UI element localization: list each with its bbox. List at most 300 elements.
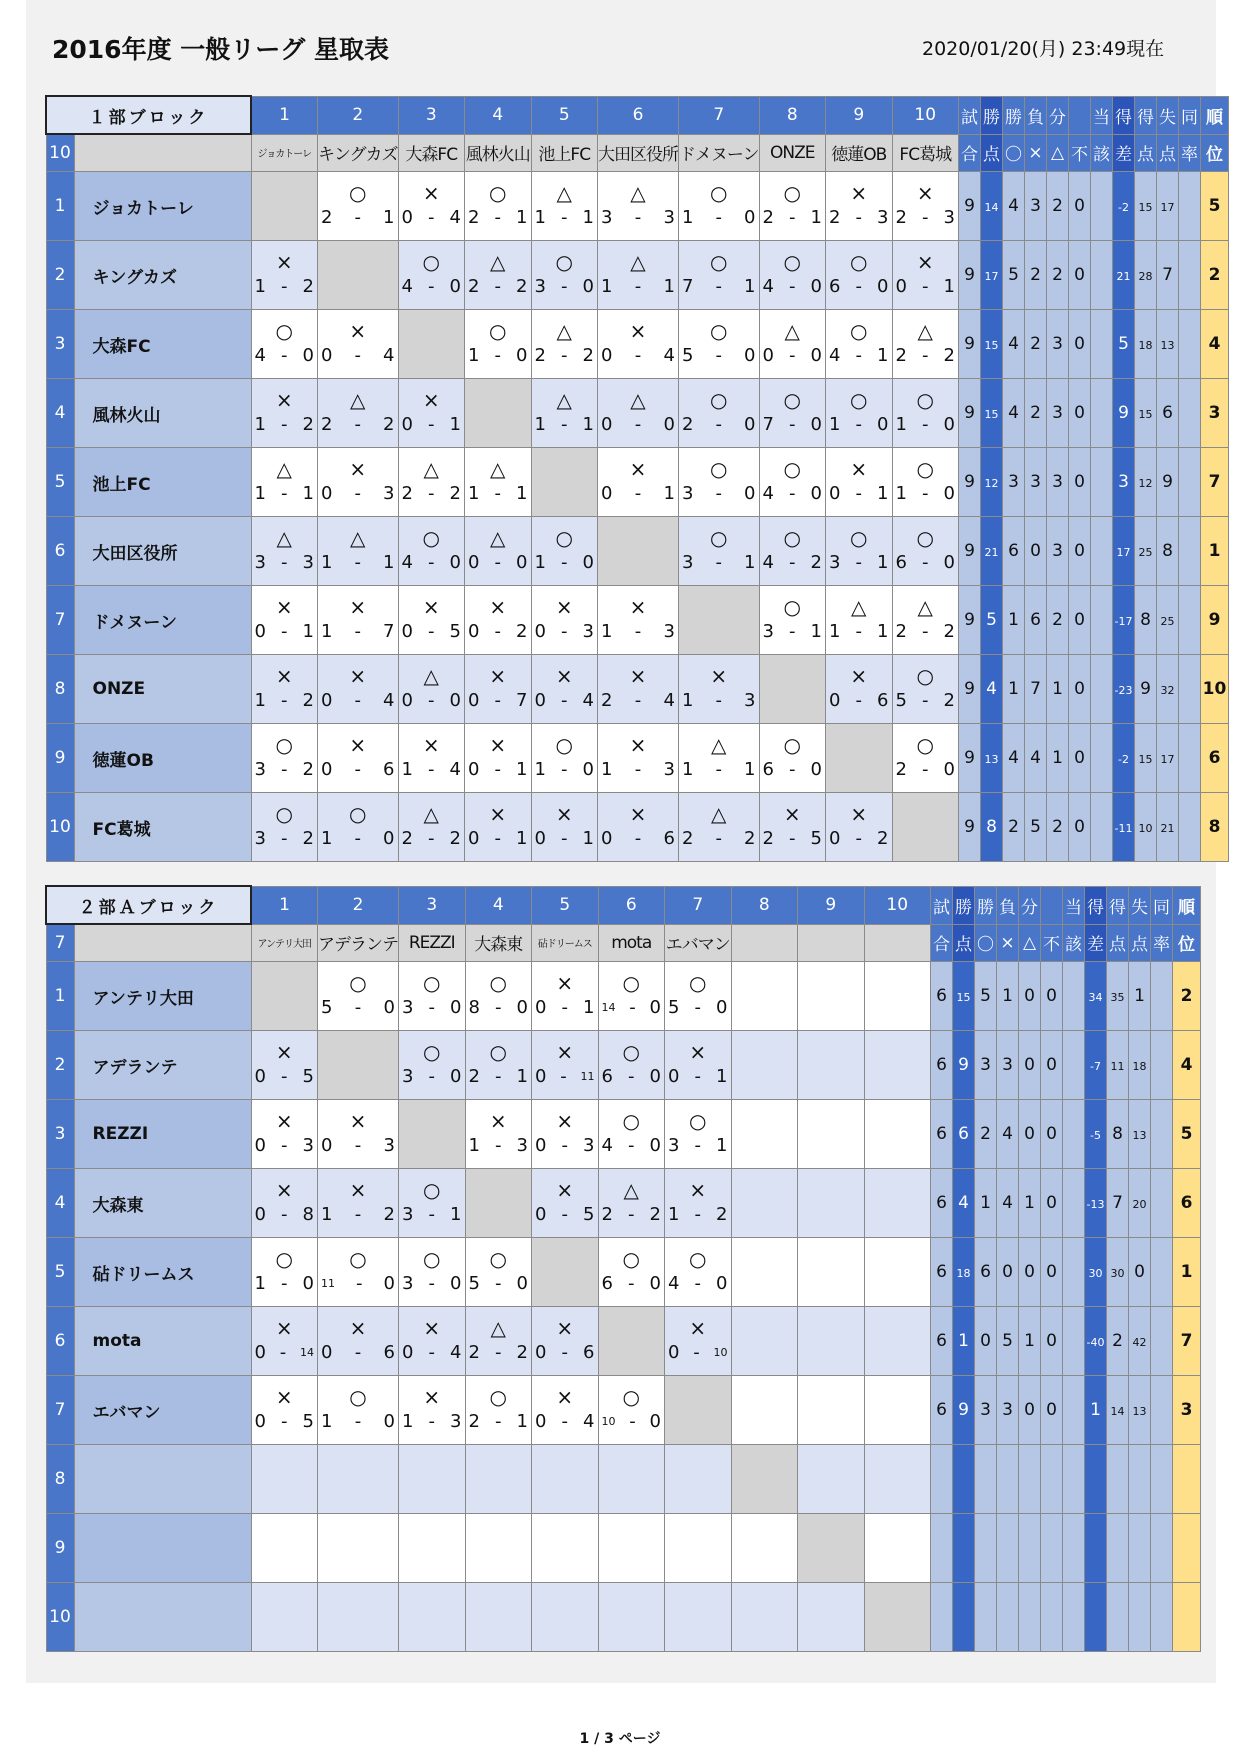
match-result-cell	[679, 724, 760, 793]
score-separator: -	[354, 414, 361, 435]
score-for: 3	[601, 207, 613, 228]
result-mark: ○	[783, 595, 801, 619]
opponent-number: 1	[251, 886, 318, 924]
match-result-cell	[892, 448, 959, 517]
score-for: 1	[682, 690, 694, 711]
stat-value: 18	[953, 1238, 975, 1307]
block-name: ２部Ａブロック	[46, 886, 251, 924]
score-for: 1	[829, 621, 841, 642]
team-name: 大森東	[74, 1169, 251, 1238]
team-name-empty	[74, 1583, 251, 1652]
score-against: 3	[583, 1135, 595, 1156]
score-for: 2	[321, 414, 333, 435]
stat-value-empty	[1129, 1445, 1151, 1514]
score-for: 6	[895, 552, 907, 573]
result-mark: ○	[555, 526, 573, 550]
stat-value: 6	[1003, 517, 1025, 586]
stat-header-bottom: △	[1047, 134, 1069, 172]
match-result-cell	[465, 1238, 532, 1307]
self-match-cell	[679, 586, 760, 655]
score-against: 6	[383, 1342, 395, 1363]
score	[252, 1203, 318, 1227]
score-against: 3	[383, 1135, 395, 1156]
empty-match-cell	[251, 1514, 318, 1583]
score-for: 0	[321, 759, 333, 780]
score-against: 0	[716, 997, 728, 1018]
stat-value	[1151, 1376, 1173, 1445]
match-result-cell	[532, 1307, 599, 1376]
score	[679, 275, 759, 299]
score-against: 0	[450, 1066, 462, 1087]
score-separator: -	[789, 621, 796, 642]
result-mark: ○	[622, 1040, 640, 1064]
score	[760, 482, 826, 506]
score-separator: -	[634, 345, 642, 366]
stat-value	[1151, 1307, 1173, 1376]
score-against: 2	[302, 414, 314, 435]
score-separator: -	[354, 1411, 362, 1432]
score-separator: -	[428, 1204, 435, 1225]
match-result-cell	[398, 517, 465, 586]
stat-value: 2	[975, 1100, 997, 1169]
stat-value-empty	[1063, 1445, 1085, 1514]
score	[399, 689, 465, 713]
stat-value: 0	[1069, 517, 1091, 586]
stat-header-top: 同	[1179, 96, 1201, 134]
score	[665, 1203, 731, 1227]
stat-value: 13	[981, 724, 1003, 793]
stat-value-empty	[1151, 1514, 1173, 1583]
stat-value: 3	[1003, 448, 1025, 517]
match-result-cell	[892, 655, 959, 724]
result-mark: ×	[556, 1385, 574, 1409]
stat-value: 7	[1025, 655, 1047, 724]
stat-value: -17	[1113, 586, 1135, 655]
score-against: 1	[583, 997, 595, 1018]
stat-value: 25	[1135, 517, 1157, 586]
stat-header-top: 順	[1201, 96, 1229, 134]
team-row	[46, 962, 1201, 1031]
team-name: 風林火山	[74, 379, 251, 448]
match-result-cell	[598, 1100, 665, 1169]
score-against: 1	[744, 759, 756, 780]
score-against: 1	[663, 276, 675, 297]
score	[465, 344, 531, 368]
score-for: 2	[468, 207, 480, 228]
stat-header-top: 分	[1047, 96, 1069, 134]
score-against: 1	[810, 207, 822, 228]
score	[252, 1410, 318, 1434]
score-separator: -	[354, 1135, 362, 1156]
rank-empty	[1173, 1445, 1201, 1514]
score-against: 1	[516, 207, 528, 228]
stat-value-empty	[1041, 1445, 1063, 1514]
match-result-cell	[465, 517, 532, 586]
match-result-cell	[531, 241, 598, 310]
score-against: 0	[810, 759, 822, 780]
match-result-cell	[826, 241, 893, 310]
stat-value: 3	[975, 1031, 997, 1100]
rank: 1	[1201, 517, 1229, 586]
score-separator: -	[281, 1135, 288, 1156]
result-mark: ×	[916, 250, 934, 274]
stat-header-top: 同	[1151, 886, 1173, 924]
score-against: 2	[649, 1204, 661, 1225]
team-row	[46, 586, 1229, 655]
stat-value: 20	[1129, 1169, 1151, 1238]
score-for: 1	[601, 759, 613, 780]
result-mark: ○	[783, 181, 801, 205]
stat-value-empty	[953, 1514, 975, 1583]
match-result-cell	[465, 962, 532, 1031]
score-against: 2	[383, 414, 395, 435]
score-separator: -	[922, 759, 929, 780]
score-against: 1	[877, 345, 889, 366]
stat-value-empty	[975, 1514, 997, 1583]
self-match-cell	[665, 1376, 732, 1445]
score	[399, 275, 465, 299]
team-name: REZZI	[74, 1100, 251, 1169]
stat-header-bottom: 点	[1129, 924, 1151, 962]
score-separator: -	[789, 345, 796, 366]
stat-value: 4	[953, 1169, 975, 1238]
score-against: 1	[810, 621, 822, 642]
score-against: 4	[449, 759, 461, 780]
result-mark: ×	[629, 802, 647, 826]
result-mark: ×	[555, 802, 573, 826]
empty-match-cell	[731, 1100, 798, 1169]
score	[893, 758, 959, 782]
match-result-cell	[318, 793, 399, 862]
score	[826, 551, 892, 575]
stat-value: 1	[1003, 655, 1025, 724]
score-for: 5	[468, 1273, 480, 1294]
score	[598, 827, 678, 851]
score-separator: -	[715, 690, 722, 711]
result-mark: ○	[710, 181, 728, 205]
stat-value: 15	[1135, 172, 1157, 241]
team-name: 池上FC	[74, 448, 251, 517]
score-for: 14	[601, 1001, 616, 1014]
stat-header-top: 負	[1025, 96, 1047, 134]
score-against: 2	[943, 690, 955, 711]
match-result-cell	[532, 962, 599, 1031]
stat-header-top: 試	[931, 886, 953, 924]
stat-value: 3	[1047, 517, 1069, 586]
score-for: 2	[601, 1204, 613, 1225]
score	[532, 413, 598, 437]
stat-value: 0	[1041, 1169, 1063, 1238]
score-for: 3	[829, 552, 841, 573]
stat-value: -13	[1085, 1169, 1107, 1238]
score	[465, 827, 531, 851]
result-mark: ○	[423, 1247, 441, 1271]
score-separator: -	[561, 759, 568, 780]
score	[318, 1272, 398, 1296]
result-mark: ○	[622, 1247, 640, 1271]
stat-value: 8	[981, 793, 1003, 862]
stat-value: 17	[981, 241, 1003, 310]
result-mark: ○	[489, 1040, 507, 1064]
score-against: 2	[516, 1342, 528, 1363]
score	[318, 1341, 398, 1365]
result-mark: ×	[555, 595, 573, 619]
result-mark: ×	[916, 181, 934, 205]
score-against: 1	[716, 1066, 728, 1087]
score-for: 1	[668, 1204, 680, 1225]
score	[760, 827, 826, 851]
score	[318, 827, 398, 851]
result-mark: ○	[850, 250, 868, 274]
stat-value: 9	[959, 310, 981, 379]
result-mark: ×	[275, 1040, 293, 1064]
score-separator: -	[428, 828, 435, 849]
empty-match-cell	[864, 1238, 931, 1307]
score-separator: -	[560, 1066, 567, 1087]
opponent-number: 7	[679, 96, 760, 134]
score	[893, 689, 959, 713]
score-against: 3	[744, 690, 756, 711]
result-mark: △	[623, 1178, 639, 1202]
score-against: 0	[810, 483, 822, 504]
score	[252, 482, 318, 506]
stat-value: 9	[953, 1376, 975, 1445]
score	[465, 758, 531, 782]
stat-value: 30	[1085, 1238, 1107, 1307]
stat-value: 0	[1041, 1376, 1063, 1445]
score-for: 0	[534, 828, 546, 849]
match-result-cell	[398, 655, 465, 724]
row-number: 4	[46, 1169, 74, 1238]
score-separator: -	[354, 552, 361, 573]
stat-value-empty	[997, 1583, 1019, 1652]
stat-value: 6	[1025, 586, 1047, 655]
self-match-cell	[398, 310, 465, 379]
stat-value-empty	[1085, 1445, 1107, 1514]
score-separator: -	[634, 828, 642, 849]
score-separator: -	[789, 483, 796, 504]
score-for: 1	[468, 483, 480, 504]
match-result-cell	[531, 310, 598, 379]
score-separator: -	[561, 690, 568, 711]
score-against: 3	[663, 621, 675, 642]
result-mark: ○	[850, 319, 868, 343]
score-against: 2	[877, 828, 889, 849]
score-for: 1	[254, 414, 266, 435]
match-result-cell	[399, 962, 466, 1031]
score-separator: -	[428, 690, 435, 711]
score-separator: -	[789, 414, 796, 435]
match-result-cell	[826, 448, 893, 517]
match-result-cell	[759, 241, 826, 310]
result-mark: ○	[423, 971, 441, 995]
team-row	[46, 1376, 1201, 1445]
empty-match-cell	[864, 1376, 931, 1445]
stat-value: 1	[1047, 724, 1069, 793]
stat-value	[1179, 379, 1201, 448]
score-separator: -	[922, 483, 929, 504]
score-separator: -	[715, 345, 722, 366]
match-result-cell	[665, 1307, 732, 1376]
self-match-cell	[731, 1445, 798, 1514]
team-name-empty	[74, 1514, 251, 1583]
score-for: 2	[682, 828, 694, 849]
score-against: 4	[582, 690, 594, 711]
match-result-cell	[892, 724, 959, 793]
score-for: 2	[401, 483, 413, 504]
stat-value: 3	[1113, 448, 1135, 517]
score	[598, 620, 678, 644]
row-number: 9	[46, 1514, 74, 1583]
match-result-cell	[465, 793, 532, 862]
opponent-number: 9	[798, 886, 865, 924]
score-for: 0	[401, 207, 413, 228]
opponent-number: 6	[598, 886, 665, 924]
score	[466, 1341, 532, 1365]
team-count: 10	[46, 134, 74, 172]
result-mark: △	[711, 802, 727, 826]
score-against: 7	[383, 621, 395, 642]
score	[826, 482, 892, 506]
match-result-cell	[679, 172, 760, 241]
stat-value: 0	[997, 1238, 1019, 1307]
row-number: 2	[46, 1031, 74, 1100]
opponent-short-name: mota	[598, 924, 665, 962]
score	[466, 1065, 532, 1089]
score-for: 1	[321, 552, 333, 573]
score-against: 2	[302, 828, 314, 849]
score	[679, 206, 759, 230]
score	[252, 620, 318, 644]
result-mark: ○	[349, 1385, 367, 1409]
stat-value: 0	[1129, 1238, 1151, 1307]
self-match-cell	[251, 172, 318, 241]
result-mark: ○	[916, 526, 934, 550]
score-separator: -	[428, 1342, 435, 1363]
match-result-cell	[318, 1100, 399, 1169]
team-name: アデランテ	[74, 1031, 251, 1100]
stat-value: 0	[1041, 1307, 1063, 1376]
score-against: 1	[877, 483, 889, 504]
result-mark: ○	[916, 733, 934, 757]
stat-header-bottom: 不	[1041, 924, 1063, 962]
result-mark: △	[556, 181, 572, 205]
row-number: 1	[46, 172, 74, 241]
match-result-cell	[826, 517, 893, 586]
result-mark: ○	[783, 250, 801, 274]
timestamp: 2020/01/20(月) 23:49現在	[922, 38, 1165, 60]
score-separator: -	[495, 1273, 502, 1294]
stat-value: 3	[1047, 379, 1069, 448]
row-number: 10	[46, 1583, 74, 1652]
score-separator: -	[354, 1342, 362, 1363]
score	[599, 996, 665, 1020]
score-separator: -	[922, 345, 929, 366]
score-separator: -	[495, 1066, 502, 1087]
stat-value	[1091, 586, 1113, 655]
score	[679, 827, 759, 851]
score-for: 2	[895, 345, 907, 366]
stat-value: 9	[1113, 379, 1135, 448]
stat-value-empty	[1129, 1514, 1151, 1583]
result-mark: △	[490, 1316, 506, 1340]
result-mark: ○	[422, 526, 440, 550]
score-against: 4	[583, 1411, 595, 1432]
score	[399, 413, 465, 437]
row-number: 7	[46, 1376, 74, 1445]
score-against: 1	[877, 621, 889, 642]
result-mark: ×	[689, 1316, 707, 1340]
team-name: ONZE	[74, 655, 251, 724]
result-mark: ×	[275, 595, 293, 619]
stat-value: 0	[975, 1307, 997, 1376]
match-result-cell	[399, 1238, 466, 1307]
stat-header-bottom: 率	[1179, 134, 1201, 172]
score-separator: -	[855, 621, 862, 642]
empty-match-cell	[731, 962, 798, 1031]
stat-value: 1	[1019, 1307, 1041, 1376]
result-mark: △	[423, 664, 439, 688]
score-for: 5	[895, 690, 907, 711]
match-result-cell	[399, 1031, 466, 1100]
stat-value: 5	[1003, 241, 1025, 310]
stat-value	[1063, 1169, 1085, 1238]
score	[318, 620, 398, 644]
stat-value: 8	[1107, 1100, 1129, 1169]
score-separator: -	[634, 276, 642, 297]
stat-header-bottom: 点	[1107, 924, 1129, 962]
score-separator: -	[495, 1342, 502, 1363]
match-result-cell	[318, 310, 399, 379]
result-mark: ○	[689, 1247, 707, 1271]
score-for: 1	[895, 414, 907, 435]
score	[399, 620, 465, 644]
stat-value-empty	[1019, 1445, 1041, 1514]
stat-value: 9	[959, 586, 981, 655]
result-mark: ×	[556, 1040, 574, 1064]
stat-value: 1	[1047, 655, 1069, 724]
stat-header-top: 得	[1113, 96, 1135, 134]
stat-value: 0	[1025, 517, 1047, 586]
team-row	[46, 379, 1229, 448]
score-separator: -	[561, 207, 568, 228]
score-against: 2	[302, 690, 314, 711]
match-result-cell	[465, 1307, 532, 1376]
stat-value: 9	[1135, 655, 1157, 724]
score-separator: -	[693, 1342, 700, 1363]
score-separator: -	[855, 552, 862, 573]
stat-value	[1063, 1238, 1085, 1307]
result-mark: ○	[349, 971, 367, 995]
score-separator: -	[494, 690, 501, 711]
result-mark: ×	[422, 181, 440, 205]
team-row	[46, 1031, 1201, 1100]
match-result-cell	[251, 793, 318, 862]
score-against: 5	[449, 621, 461, 642]
stat-value: 1	[953, 1307, 975, 1376]
score-for: 0	[401, 690, 413, 711]
result-mark: ○	[489, 1247, 507, 1271]
stat-value	[1091, 724, 1113, 793]
score-separator: -	[634, 621, 642, 642]
row-number: 1	[46, 962, 74, 1031]
score-against: 6	[877, 690, 889, 711]
stat-header-top: 失	[1129, 886, 1151, 924]
match-result-cell	[318, 586, 399, 655]
score	[598, 758, 678, 782]
header-blank	[74, 924, 251, 962]
rank-empty	[1173, 1514, 1201, 1583]
